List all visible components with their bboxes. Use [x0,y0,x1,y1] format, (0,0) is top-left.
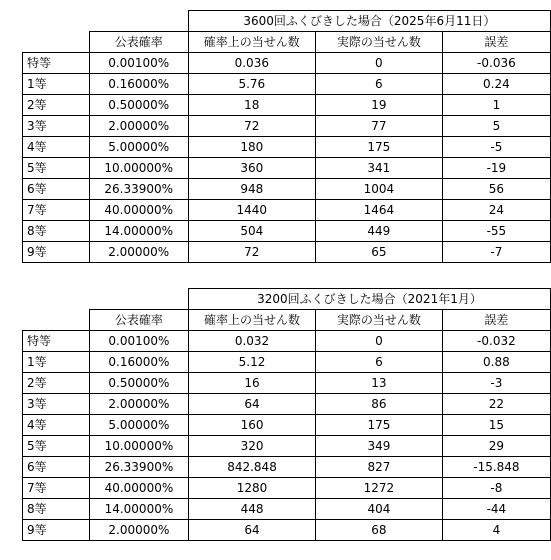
diff-cell[interactable]: 0.24 [442,74,550,95]
prize-label-cell[interactable]: 6等 [23,179,90,200]
rate-cell[interactable]: 0.50000% [89,373,188,394]
diff-cell[interactable]: -5 [442,137,550,158]
column-header[interactable]: 実際の当せん数 [315,32,442,53]
column-header[interactable]: 誤差 [442,32,550,53]
expected-cell[interactable]: 64 [188,394,315,415]
rate-cell[interactable]: 2.00000% [89,242,188,263]
expected-cell[interactable]: 1440 [188,200,315,221]
diff-cell[interactable]: 5 [442,116,550,137]
prize-label-cell[interactable]: 9等 [23,520,90,541]
diff-cell[interactable]: 1 [442,95,550,116]
expected-cell[interactable]: 1280 [188,478,315,499]
diff-cell[interactable]: -7 [442,242,550,263]
rate-cell[interactable]: 2.00000% [89,520,188,541]
diff-cell[interactable]: -19 [442,158,550,179]
table-row [23,478,551,499]
expected-cell[interactable]: 72 [188,242,315,263]
table-row [23,242,551,263]
prize-label-cell[interactable]: 5等 [23,436,90,457]
diff-cell[interactable]: 15 [442,415,550,436]
diff-cell[interactable]: -8 [442,478,550,499]
expected-cell[interactable]: 448 [188,499,315,520]
table-row [23,394,551,415]
expected-cell[interactable]: 5.12 [188,352,315,373]
expected-cell[interactable]: 0.032 [188,331,315,352]
actual-cell[interactable]: 175 [315,137,442,158]
header-row [23,32,551,53]
expected-cell[interactable]: 180 [188,137,315,158]
actual-cell[interactable]: 68 [316,520,443,541]
table-row [23,436,551,457]
header-row [23,310,551,331]
prize-label-cell[interactable]: 特等 [23,53,90,74]
table-row [23,53,551,74]
prize-label-cell[interactable]: 4等 [23,415,90,436]
actual-cell[interactable]: 65 [315,242,442,263]
diff-cell[interactable]: -3 [442,373,550,394]
rate-cell[interactable]: 2.00000% [89,394,188,415]
prize-label-cell[interactable]: 7等 [23,478,90,499]
empty-cell [23,310,90,331]
diff-cell[interactable]: 29 [442,436,550,457]
rate-cell[interactable]: 40.00000% [89,200,188,221]
actual-cell[interactable]: 175 [316,415,443,436]
column-header[interactable]: 確率上の当せん数 [188,310,315,331]
rate-cell[interactable]: 10.00000% [89,158,188,179]
table-row [23,373,551,394]
rate-cell[interactable]: 5.00000% [89,137,188,158]
table-row [23,95,551,116]
table-row [23,499,551,520]
actual-cell[interactable]: 404 [316,499,443,520]
prize-label-cell[interactable]: 8等 [23,221,90,242]
actual-cell[interactable]: 86 [316,394,443,415]
rate-cell[interactable]: 0.00100% [89,53,188,74]
rate-cell[interactable]: 14.00000% [89,499,188,520]
actual-cell[interactable]: 0 [316,331,443,352]
rate-cell[interactable]: 2.00000% [89,116,188,137]
expected-cell[interactable]: 842.848 [188,457,315,478]
prize-label-cell[interactable]: 4等 [23,137,90,158]
table-row [23,352,551,373]
table-row [23,137,551,158]
expected-cell[interactable]: 0.036 [188,53,315,74]
rate-cell[interactable]: 0.50000% [89,95,188,116]
prize-label-cell[interactable]: 7等 [23,200,90,221]
diff-cell[interactable]: 24 [442,200,550,221]
prize-label-cell[interactable]: 5等 [23,158,90,179]
prize-label-cell[interactable]: 8等 [23,499,90,520]
expected-cell[interactable]: 360 [188,158,315,179]
expected-cell[interactable]: 16 [188,373,315,394]
actual-cell[interactable]: 341 [315,158,442,179]
expected-cell[interactable]: 5.76 [188,74,315,95]
diff-cell[interactable]: 56 [442,179,550,200]
expected-cell[interactable]: 64 [188,520,315,541]
actual-cell[interactable]: 6 [316,352,443,373]
expected-cell[interactable]: 948 [188,179,315,200]
empty-cell [23,289,90,310]
table-row [23,74,551,95]
expected-cell[interactable]: 18 [188,95,315,116]
column-header[interactable]: 公表確率 [89,32,188,53]
table-row [23,457,551,478]
expected-cell[interactable]: 160 [188,415,315,436]
rate-cell[interactable]: 0.16000% [89,352,188,373]
table-row [23,200,551,221]
rate-cell[interactable]: 5.00000% [89,415,188,436]
actual-cell[interactable]: 827 [316,457,443,478]
diff-cell[interactable]: 4 [442,520,550,541]
table-title[interactable]: 3600回ふくびきした場合（2025年6月11日） [188,11,550,32]
actual-cell[interactable]: 77 [315,116,442,137]
table-row [23,331,551,352]
diff-cell[interactable]: -44 [442,499,550,520]
column-header[interactable]: 誤差 [442,310,550,331]
actual-cell[interactable]: 1004 [315,179,442,200]
column-header[interactable]: 実際の当せん数 [316,310,443,331]
table-row [23,415,551,436]
rate-cell[interactable]: 10.00000% [89,436,188,457]
actual-cell[interactable]: 0 [315,53,442,74]
table-row [23,116,551,137]
actual-cell[interactable]: 349 [316,436,443,457]
actual-cell[interactable]: 449 [315,221,442,242]
rate-cell[interactable]: 0.00100% [89,331,188,352]
actual-cell[interactable]: 6 [315,74,442,95]
actual-cell[interactable]: 19 [315,95,442,116]
empty-cell [23,32,90,53]
diff-cell[interactable]: 0.88 [442,352,550,373]
diff-cell[interactable]: 22 [442,394,550,415]
lottery-table-2025 [22,10,551,263]
prize-label-cell[interactable]: 3等 [23,394,90,415]
diff-cell[interactable]: -55 [442,221,550,242]
diff-cell[interactable]: -0.036 [442,53,550,74]
rate-cell[interactable]: 26.33900% [89,179,188,200]
prize-label-cell[interactable]: 特等 [23,331,90,352]
expected-cell[interactable]: 72 [188,116,315,137]
empty-cell [89,11,188,32]
empty-cell [23,11,90,32]
expected-cell[interactable]: 320 [188,436,315,457]
expected-cell[interactable]: 504 [188,221,315,242]
actual-cell[interactable]: 13 [316,373,443,394]
rate-cell[interactable]: 26.33900% [89,457,188,478]
actual-cell[interactable]: 1464 [315,200,442,221]
title-row [23,11,551,32]
rate-cell[interactable]: 14.00000% [89,221,188,242]
table-title[interactable]: 3200回ふくびきした場合（2021年1月） [188,289,550,310]
table-row [23,158,551,179]
empty-cell [89,289,188,310]
prize-label-cell[interactable]: 6等 [23,457,90,478]
diff-cell[interactable]: -0.032 [442,331,550,352]
prize-label-cell[interactable]: 1等 [23,352,90,373]
actual-cell[interactable]: 1272 [316,478,443,499]
prize-label-cell[interactable]: 3等 [23,116,90,137]
table-row [23,221,551,242]
rate-cell[interactable]: 40.00000% [89,478,188,499]
title-row [23,289,551,310]
table-row [23,179,551,200]
table-row [23,520,551,541]
prize-label-cell[interactable]: 1等 [23,74,90,95]
prize-label-cell[interactable]: 2等 [23,373,90,394]
lottery-table-2021 [22,288,551,541]
rate-cell[interactable]: 0.16000% [89,74,188,95]
prize-label-cell[interactable]: 9等 [23,242,90,263]
column-header[interactable]: 公表確率 [89,310,188,331]
column-header[interactable]: 確率上の当せん数 [188,32,315,53]
prize-label-cell[interactable]: 2等 [23,95,90,116]
diff-cell[interactable]: -15.848 [442,457,550,478]
